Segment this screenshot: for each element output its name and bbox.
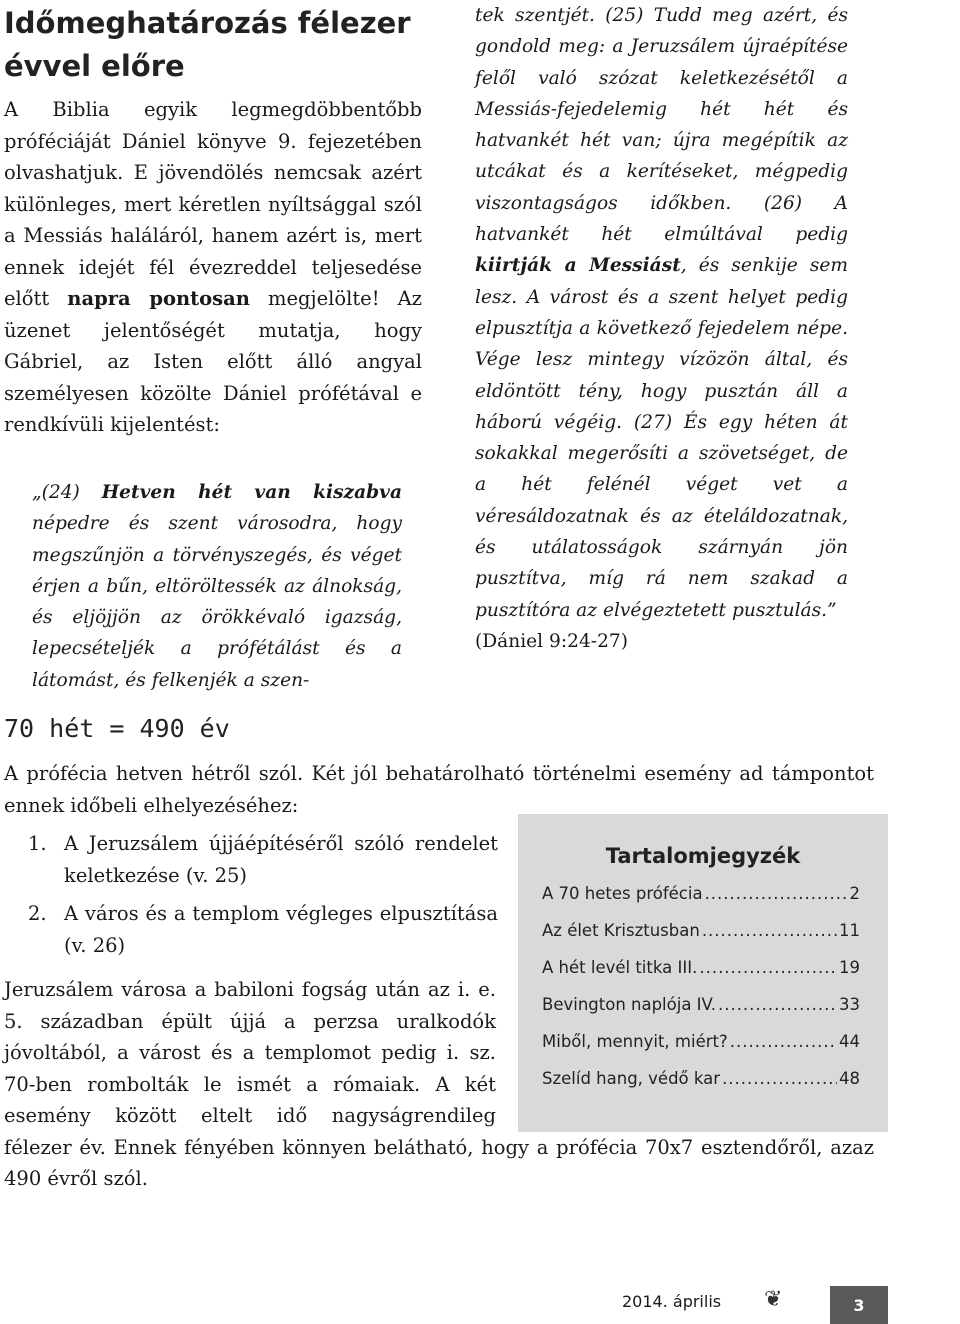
toc-leader-dots bbox=[699, 958, 837, 977]
fleuron-icon: ❦ bbox=[764, 1287, 783, 1312]
quote-open: „(24) bbox=[32, 482, 102, 503]
toc-item-label: Miből, mennyit, miért? bbox=[542, 1032, 728, 1051]
article-title: Időmeghatározás félezer évvel előre bbox=[4, 6, 411, 83]
page-number-text: 3 bbox=[853, 1295, 865, 1315]
list-number: 1. bbox=[28, 832, 47, 855]
quote-text-2: tek szentjét. (25) Tudd meg azért, és gondold meg: a Jeruzsálem újraépítése felől való szózat keletkezésétől a Messiás-fejedelemig hét hét és hatvankét hét van; újra megépítik az utcákat és a kerítéseket, mégpedig viszontagságos időkben. (26) A hatvankét hét elmúltával pedig bbox=[475, 5, 848, 246]
intro-text-2: megjelölte! Az üzenet jelentőségét mutatja, hogy Gábriel, az Isten előtt álló angyal személyesen közölte Dániel prófétával e rendkívüli kijelentést: bbox=[4, 287, 422, 436]
toc-item-page: 48 bbox=[839, 1069, 860, 1088]
table-of-contents bbox=[518, 814, 888, 1132]
toc-list bbox=[542, 884, 860, 1106]
page-number bbox=[830, 1286, 888, 1324]
toc-item-label: A 70 hetes prófécia bbox=[542, 884, 703, 903]
toc-item-label: Az élet Krisztusban bbox=[542, 921, 700, 940]
toc-leader-dots bbox=[702, 921, 837, 940]
toc-item[interactable] bbox=[542, 884, 860, 921]
toc-item-page: 11 bbox=[839, 921, 860, 940]
event-list bbox=[28, 828, 498, 968]
body-paragraph-2: A prófécia hetven hétről szól. Két jól behatárolható történelmi esemény ad támpontot ennek időbeli elhelyezéséhez: bbox=[4, 762, 874, 817]
section-heading: 70 hét = 490 év bbox=[4, 714, 230, 743]
footer-date: 2014. április bbox=[622, 1292, 722, 1311]
body-paragraph-3-text: Jeruzsálem városa a babiloni fogság után az i. e. 5. században épült újjá a perzsa uralkodók jóvoltából, a várost és a templomot pedig i. sz. 70-ben rombolták le ismét a rómaiak. A két esemény között eltelt idő nagyságrendileg félezer év. Ennek fényében könnyen belátható, hogy a prófécia 70x7 esztendőről, azaz 490 évről szól. bbox=[4, 978, 874, 1190]
toc-leader-dots bbox=[718, 995, 837, 1014]
list-text: A város és a templom végleges elpusztítása (v. 26) bbox=[64, 902, 498, 957]
intro-paragraph bbox=[4, 94, 422, 441]
quote-reference: (Dániel 9:24-27) bbox=[475, 630, 628, 652]
list-text: A Jeruzsálem újjáépítéséről szóló rendelet keletkezése (v. 25) bbox=[64, 832, 498, 887]
quote-emphasis-1: Hetven hét van kiszabva bbox=[101, 482, 402, 503]
toc-item-label: Bevington naplója IV. bbox=[542, 995, 716, 1014]
toc-item-label: A hét levél titka III. bbox=[542, 958, 698, 977]
toc-item-page: 19 bbox=[839, 958, 860, 977]
scripture-quote-right bbox=[475, 0, 848, 657]
scripture-quote-left bbox=[32, 477, 402, 696]
toc-item[interactable] bbox=[542, 1032, 860, 1069]
quote-text-3: , és senkije sem lesz. A várost és a szent helyet pedig elpusztítja a következő fejedelem népe. Vége lesz mintegy vízözön által, és eldöntött tény, hogy pusztán áll a háború végéig. (27) És egy héten át sokakkal megerősíti a szövetséget, de a hét felénél véget vet a véresáldozatnak és az ételáldozatnak, és utálatosságok szárnyán jön pusztítva, míg rá nem szakad a pusztítóra az elvégeztetett pusztulás.” bbox=[475, 255, 848, 621]
toc-item-page: 33 bbox=[839, 995, 860, 1014]
list-item bbox=[28, 828, 498, 891]
toc-leader-dots bbox=[722, 1069, 837, 1088]
toc-item-page: 44 bbox=[839, 1032, 860, 1051]
toc-leader-dots bbox=[730, 1032, 837, 1051]
toc-item[interactable] bbox=[542, 958, 860, 995]
quote-emphasis-2: kiirtják a Messiást bbox=[475, 255, 681, 277]
toc-item[interactable] bbox=[542, 1069, 860, 1106]
toc-item-page: 2 bbox=[849, 884, 860, 903]
toc-item-label: Szelíd hang, védő kar bbox=[542, 1069, 721, 1088]
toc-title: Tartalomjegyzék bbox=[605, 844, 801, 868]
intro-text-1: A Biblia egyik legmegdöbbentőbb próféciáját Dániel könyve 9. fejezetében olvashatjuk. E jövendölés nemcsak azért különleges, mert kéretlen nyíltsággal szól a Messiás haláláról, hanem azért is, mert ennek idejét fél évezreddel teljesedése előtt bbox=[4, 98, 422, 310]
toc-item[interactable] bbox=[542, 921, 860, 958]
intro-emphasis: napra pontosan bbox=[67, 287, 250, 310]
toc-item[interactable] bbox=[542, 995, 860, 1032]
quote-text-1: népedre és szent városodra, hogy megszűnjön a törvényszegés, és véget érjen a bűn, eltöröltessék az álnokság, és eljöjjön az örökkévaló igazság, lepecsételjék a prófétálást és a látomást, és felkenjék a szen- bbox=[32, 513, 402, 691]
list-number: 2. bbox=[28, 902, 47, 925]
list-item bbox=[28, 898, 498, 961]
toc-leader-dots bbox=[705, 884, 848, 903]
